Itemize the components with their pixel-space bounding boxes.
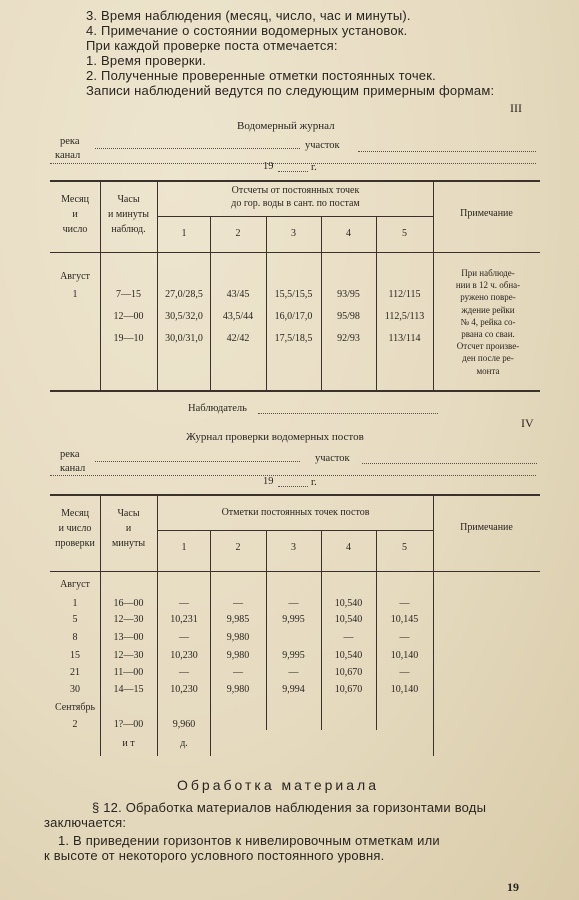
form-4-day: 8 xyxy=(72,632,78,643)
form-4-value-post-5: — xyxy=(399,667,410,678)
form-4-value-post-3: 9,995 xyxy=(282,650,305,661)
form-4-value-post-1: 10,230 xyxy=(170,650,198,661)
form-4-value-post-1: 9,960 xyxy=(172,719,196,730)
form-4-value-post-5: 10,140 xyxy=(390,684,419,695)
form-3-header-time: Часы xyxy=(117,194,140,205)
form-4-value-post-5: 10,140 xyxy=(390,650,419,661)
form-4-number: IV xyxy=(521,416,534,430)
form-4-day: 1 xyxy=(72,598,78,609)
form-4-value-post-1: д. xyxy=(180,738,188,749)
form-3-observer-label: Наблюдатель xyxy=(188,403,247,414)
form-3-post-5: 5 xyxy=(402,228,407,239)
form-3-post-1: 1 xyxy=(181,228,187,239)
form-4-value-post-4: 10,670 xyxy=(334,684,363,695)
form-4-river-label: река xyxy=(60,449,80,460)
form-4-value-post-2: 9,980 xyxy=(226,684,250,695)
form-3-year-prefix: 19 xyxy=(263,161,274,172)
form-3-number: III xyxy=(510,101,522,115)
form-4-value-post-2: 9,985 xyxy=(226,614,250,625)
page-number: 19 xyxy=(507,880,519,894)
form-4-day: 15 xyxy=(70,650,80,661)
form-4-day: 5 xyxy=(72,614,78,625)
form-4-value-post-4: 10,670 xyxy=(334,667,363,678)
form-4-value-post-3: — xyxy=(288,667,299,678)
form-4-title: Журнал проверки водомерных постов xyxy=(186,431,364,443)
form-4-day: Август xyxy=(60,579,90,590)
form-3-header-month: Месяц xyxy=(61,194,89,205)
form-4-canal-label: канал xyxy=(60,463,86,474)
form-4-day: Сентябрь xyxy=(54,702,96,713)
form-4-value-post-1: 10,230 xyxy=(170,684,198,695)
form-4-day: 2 xyxy=(72,719,78,730)
form-3-year-suffix: г. xyxy=(311,162,317,173)
form-4-post-5: 5 xyxy=(402,542,407,553)
form-3-section-label: участок xyxy=(305,140,340,151)
form-4-value-post-5: 10,145 xyxy=(390,614,419,625)
form-4-header-marks: Отметки постоянных точек постов xyxy=(221,507,370,518)
section-title: Обработка материала xyxy=(177,777,379,793)
form-4-year-suffix: г. xyxy=(311,477,317,488)
form-3-header-readings: Отсчеты от постоянных точек xyxy=(231,185,360,196)
intro-line-2: 4. Примечание о состоянии водомерных установок. xyxy=(86,23,408,38)
form-3-header-note: Примечание xyxy=(460,208,513,219)
intro-line-5: 2. Полученные проверенные отметки постоянных точек. xyxy=(86,68,436,83)
form-4-value-post-2: — xyxy=(233,598,243,609)
section-para-1a: § 12. Обработка материалов наблюдения за горизонтами воды xyxy=(92,800,487,815)
form-3-title: Водомерный журнал xyxy=(237,120,335,132)
form-4-value-post-3: 9,995 xyxy=(282,614,305,625)
form-3-remark: При наблюде- нии в 12 ч. обна- ружено повре- ждение рейки № 4, рейка со- рвана со сваи. Отсчет произве- ден после ре- монта xyxy=(455,268,521,376)
form-3-post-2: 2 xyxy=(235,228,241,239)
form-4-time: 1?—00 xyxy=(113,719,144,730)
form-4-value-post-2: — xyxy=(233,667,243,678)
section-para-1b: заключается: xyxy=(44,815,127,830)
form-4-value-post-1: — xyxy=(179,667,189,678)
form-4-value-post-1: 10,231 xyxy=(170,614,198,625)
form-4-time: 14—15 xyxy=(113,684,144,695)
form-4-time: 11—00 xyxy=(113,667,144,678)
form-4-value-post-4: 10,540 xyxy=(334,598,363,609)
form-3-post-4: 4 xyxy=(346,228,351,239)
form-4-post-4: 4 xyxy=(346,542,351,553)
form-4-time: 12—30 xyxy=(113,650,144,661)
form-4-year-prefix: 19 xyxy=(263,476,274,487)
form-4-post-3: 3 xyxy=(291,542,296,553)
form-4-value-post-2: 9,980 xyxy=(226,650,250,661)
form-3-post-3: 3 xyxy=(291,228,296,239)
form-3-canal-label: канал xyxy=(55,150,81,161)
form-4-value-post-4: 10,540 xyxy=(334,650,363,661)
form-4-value-post-4: 10,540 xyxy=(334,614,363,625)
form-4-time: и т xyxy=(122,738,135,749)
intro-line-4: 1. Время проверки. xyxy=(86,53,207,68)
form-4-time: 13—00 xyxy=(113,632,144,643)
intro-line-1: 3. Время наблюдения (месяц, число, час и минуты). xyxy=(86,8,411,23)
intro-line-3: При каждой проверке поста отмечается: xyxy=(86,38,338,53)
form-4-value-post-1: — xyxy=(179,598,189,609)
form-4-day: 21 xyxy=(70,667,80,678)
form-4-time: 12—30 xyxy=(113,614,144,625)
form-4-day: 30 xyxy=(70,684,80,695)
form-4-value-post-1: — xyxy=(179,632,189,643)
form-3-day: 1 xyxy=(72,289,78,300)
form-4-value-post-4: — xyxy=(343,632,354,643)
form-4-value-post-2: 9,980 xyxy=(226,632,250,643)
form-4-header-note: Примечание xyxy=(460,522,513,533)
form-4-header-month: Месяц xyxy=(61,508,89,519)
form-3-river-label: река xyxy=(60,136,80,147)
form-4-value-post-3: 9,994 xyxy=(282,684,305,695)
form-4-value-post-5: — xyxy=(399,598,410,609)
form-4-value-post-3: — xyxy=(288,598,299,609)
form-4-post-1: 1 xyxy=(181,542,187,553)
intro-line-6: Записи наблюдений ведутся по следующим примерным формам: xyxy=(86,83,495,98)
form-4-header-time: Часы xyxy=(117,508,140,519)
form-4-value-post-5: — xyxy=(399,632,410,643)
form-4-post-2: 2 xyxy=(235,542,241,553)
form-4-section-label: участок xyxy=(315,453,350,464)
section-para-2b: к высоте от некоторого условного постоянного уровня. xyxy=(44,848,385,863)
section-para-2a: 1. В приведении горизонтов к нивелировочным отметкам или xyxy=(58,833,440,848)
form-4-time: 16—00 xyxy=(113,598,144,609)
form-3-month: Август xyxy=(60,271,90,282)
